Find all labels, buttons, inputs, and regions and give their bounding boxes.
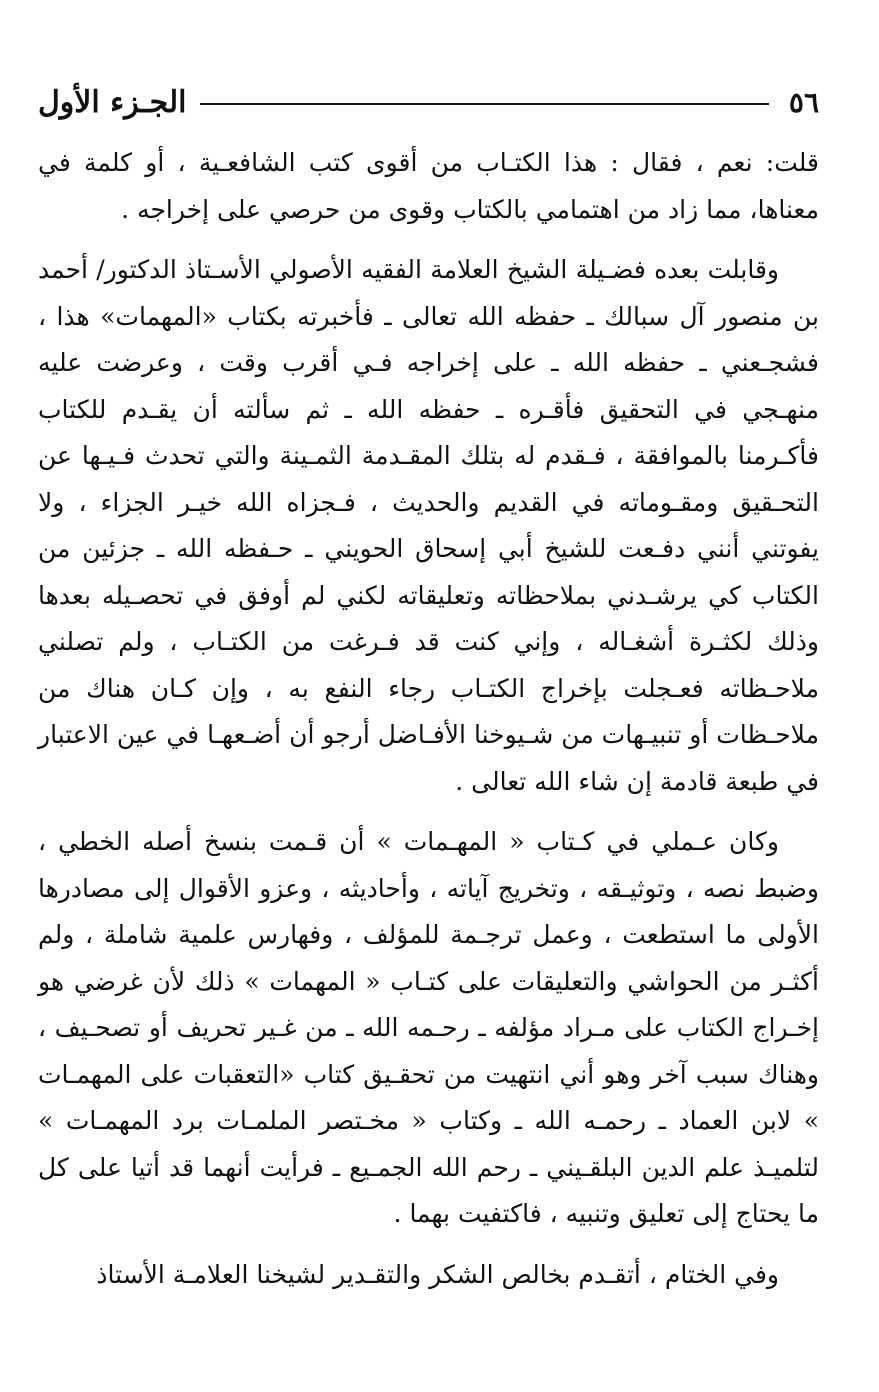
paragraph-3: وكان عـملي في كـتاب « المهـمات » أن قـمت بنسخ أصله الخطي ، وضبط نصه ، وتوثيـقه ، وتخريج آياته ، وأحاديثه ، وعزو الأقوال إلى مصادرها الأولى ما استطعت ، وعمل ترجـمة للمؤلف ، وفهارس علمية شاملة ، ولم أكثـر من الحواشي والتعليقات على كتـاب « المهمات » ذلك لأن غرضي هو إخـراج الكتاب على مـراد مؤلفه ـ رحـمه الله ـ من غـير تحريف أو تصحـيف ، وهناك سبب آخر وهو أني انتهيت من تحقـيق كتاب «التعقبات على المهمـات » لابن العماد ـ رحمـه الله ـ وكتاب « مخـتصر الملمـات برد المهمـات » لتلميـذ علم الدين البلقـيني ـ رحم الله الجمـيع ـ فرأيت أنهما قد أتيا على كل ما يحتاج إلى تعليق وتنبيه ، فاكتفيت بهما . — [38, 827, 819, 1228]
page-body — [38, 140, 819, 1312]
page-header — [38, 78, 819, 126]
page-number: ٥٦ — [788, 85, 819, 119]
paragraph-1: قلت: نعم ، فقال : هذا الكتـاب من أقوى كتب الشافعـية ، أو كلمة في معناها، مما زاد من اهتمامي بالكتاب وقوى من حرصي على إخراجه . — [38, 148, 819, 224]
header-divider — [200, 103, 768, 105]
part-title: الجـزء الأول — [38, 84, 187, 120]
paragraph-2: وقابلت بعده فضـيلة الشيخ العلامة الفقيه الأصولي الأسـتاذ الدكتور/ أحمد بن منصور آل سبالك ـ حفظه الله تعالى ـ فأخبرته بكتاب «المهمات» هذا ، فشجـعني ـ حفظه الله ـ على إخراجه فـي أقرب وقت ، وعرضت عليه منهـجي في التحقيق فأقـره ـ حفظه الله ـ ثم سألته أن يقـدم للكتاب فأكـرمنا بالموافقة ، فـقدم له بتلك المقـدمة الثمـينة والتي تحدث فـيـها عن التحـقيق ومقـوماته في القديم والحديث ، فـجزاه الله خيـر الجزاء ، ولا يفوتني أنني دفـعت للشيخ أبي إسحاق الحويني ـ حـفظه الله ـ جزئين من الكتاب كي يرشـدني بملاحظاته وتعليقاته لكني لم أوفق في تحصـيله بعدها وذلك لكثـرة أشغـاله ، وإني كنت قد فـرغت من الكتـاب ، ولم تصلني ملاحـظاته فعـجلت بإخراج الكتـاب رجاء النفع به ، وإن كـان هناك من ملاحـظات أو تنبيـهات من شـيوخنا الأفـاضل أرجو أن أضـعهـا في عين الاعتبار في طبعة قادمة إن شاء الله تعالى . — [38, 255, 819, 796]
paragraph-4: وفي الختام ، أتقـدم بخالص الشكر والتقـدير لشيخنا العلامـة الأستاذ — [96, 1259, 779, 1289]
